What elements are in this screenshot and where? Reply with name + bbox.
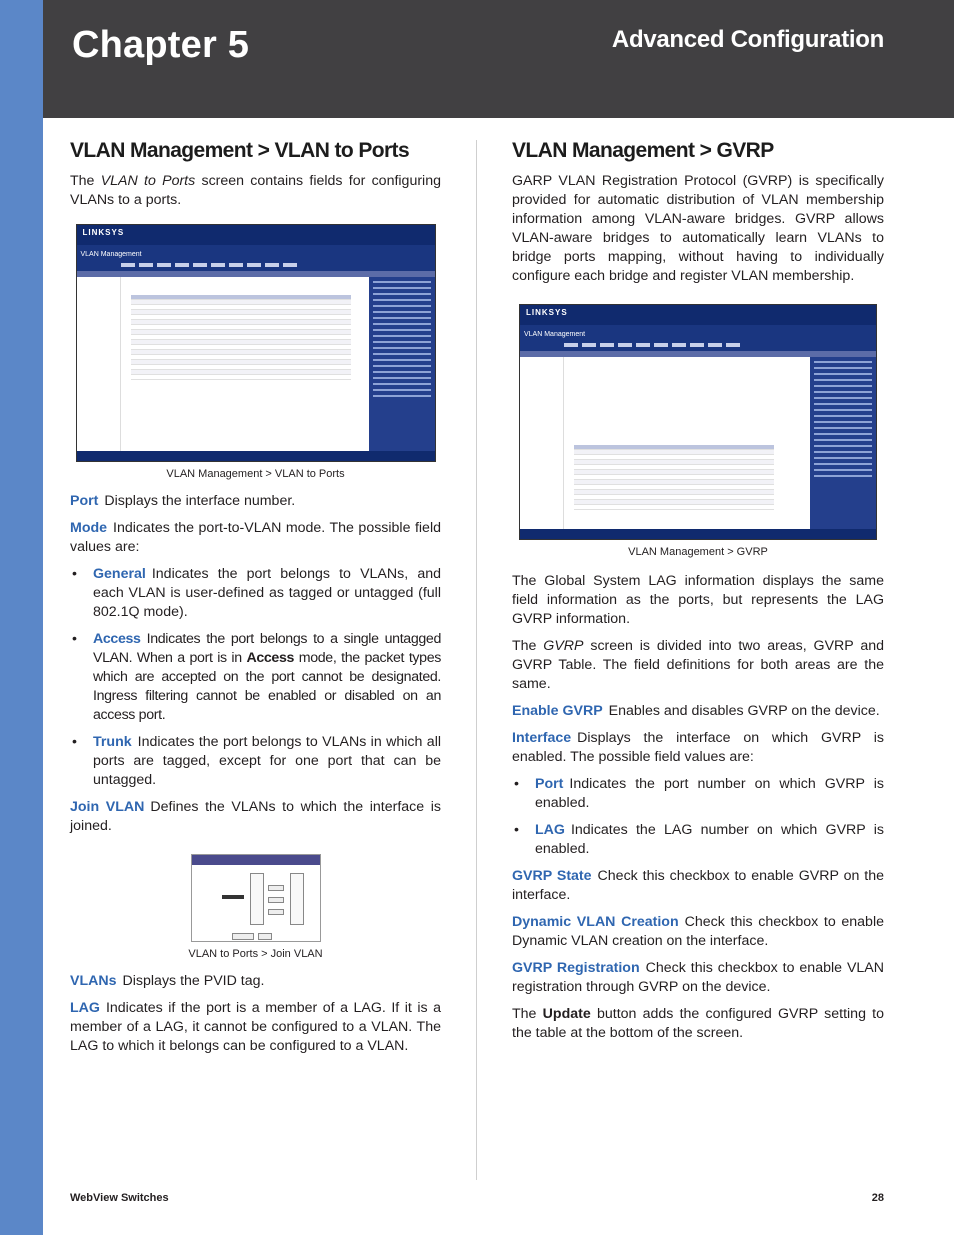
list-item: • Access Indicates the port belongs to a single untagged VLAN. When a port is in Access mode, the packet types which are accepted on the port cannot be designated. Ingress filtering cannot be enabled or disabled on an access port. [70,630,441,725]
left-intro: The VLAN to Ports screen contains fields for configuring VLANs to a ports. [70,173,441,208]
global-lag-paragraph: The Global System LAG information displays the same field information as the ports, but represents the LAG GVRP information. [512,573,884,627]
figure1-caption: VLAN Management > VLAN to Ports [166,468,345,480]
linksys-logo: LINKSYS [526,308,568,317]
gvrp-intro: GARP VLAN Registration Protocol (GVRP) is specifically provided for automatic distribution of VLAN membership information among VLAN-aware bridges. GVRP allows VLAN-aware bridges to automatically learn VLANs to bridge ports mapping, without having to individually configure each bridge and register VLAN membership. [512,173,884,284]
right-column [512,138,884,1051]
enable-gvrp-definition: Enable GVRP Enables and disables GVRP on the device. [512,703,880,719]
port-definition: Port Displays the interface number. [70,493,296,509]
section-title: Advanced Configuration [611,26,884,53]
gvrp-figure-caption: VLAN Management > GVRP [628,546,768,558]
mode-values-list [70,565,441,790]
update-paragraph: The Update button adds the configured GVRP setting to the table at the bottom of the screen. [512,1006,885,1041]
vlan-to-ports-screenshot [76,224,436,462]
chapter-title: Chapter 5 [72,24,250,66]
gvrp-state-definition: GVRP State Check this checkbox to enable GVRP on the interface. [512,868,884,903]
left-heading: VLAN Management > VLAN to Ports [70,139,410,162]
right-heading: VLAN Management > GVRP [512,139,774,162]
lag-definition: LAG Indicates if the port is a member of a LAG. If it is a member of a LAG, it cannot be configured to a VLAN. The LAG to which it belongs can be configured to a VLAN. [70,1000,441,1054]
gvrp-registration-definition: GVRP Registration Check this checkbox to enable VLAN registration through GVRP on the device. [512,960,885,995]
vlans-definition: VLANs Displays the PVID tag. [70,973,265,989]
interface-definition: Interface Displays the interface on which GVRP is enabled. The possible field values are: [512,730,884,765]
footer-product: WebView Switches [70,1192,169,1204]
page-number: 28 [871,1192,884,1204]
gvrp-screenshot [519,304,877,540]
list-item: • Trunk Indicates the port belongs to VLANs in which all ports are tagged, except for one port that can be untagged. [70,733,441,790]
column-divider [476,140,477,1180]
vlan-to-ports-figure [76,224,436,462]
gvrp-figure [519,304,877,540]
side-color-bar [0,0,43,1235]
join-vlan-definition: Join VLAN Defines the VLANs to which the interface is joined. [70,799,441,834]
join-vlan-figure [191,854,321,942]
dynamic-vlan-definition: Dynamic VLAN Creation Check this checkbox to enable Dynamic VLAN creation on the interface. [512,914,884,949]
list-item: • LAG Indicates the LAG number on which GVRP is enabled. [512,821,884,859]
nav-label: VLAN Management [524,331,586,338]
nav-label: VLAN Management [80,251,142,258]
interface-values-list [512,775,884,859]
linksys-logo: LINKSYS [82,228,125,237]
gvrp-areas-paragraph: The GVRP screen is divided into two areas, GVRP and GVRP Table. The field definitions for both areas are the same. [512,638,885,692]
figure2-caption: VLAN to Ports > Join VLAN [188,948,323,960]
mode-definition: Mode Indicates the port-to-VLAN mode. The possible field values are: [70,520,441,555]
list-item: • General Indicates the port belongs to VLANs, and each VLAN is user-defined as tagged or untagged (full 802.1Q mode). [70,565,441,622]
left-column [70,138,441,1064]
list-item: • Port Indicates the port number on which GVRP is enabled. [512,775,884,813]
join-vlan-screenshot [191,854,321,942]
